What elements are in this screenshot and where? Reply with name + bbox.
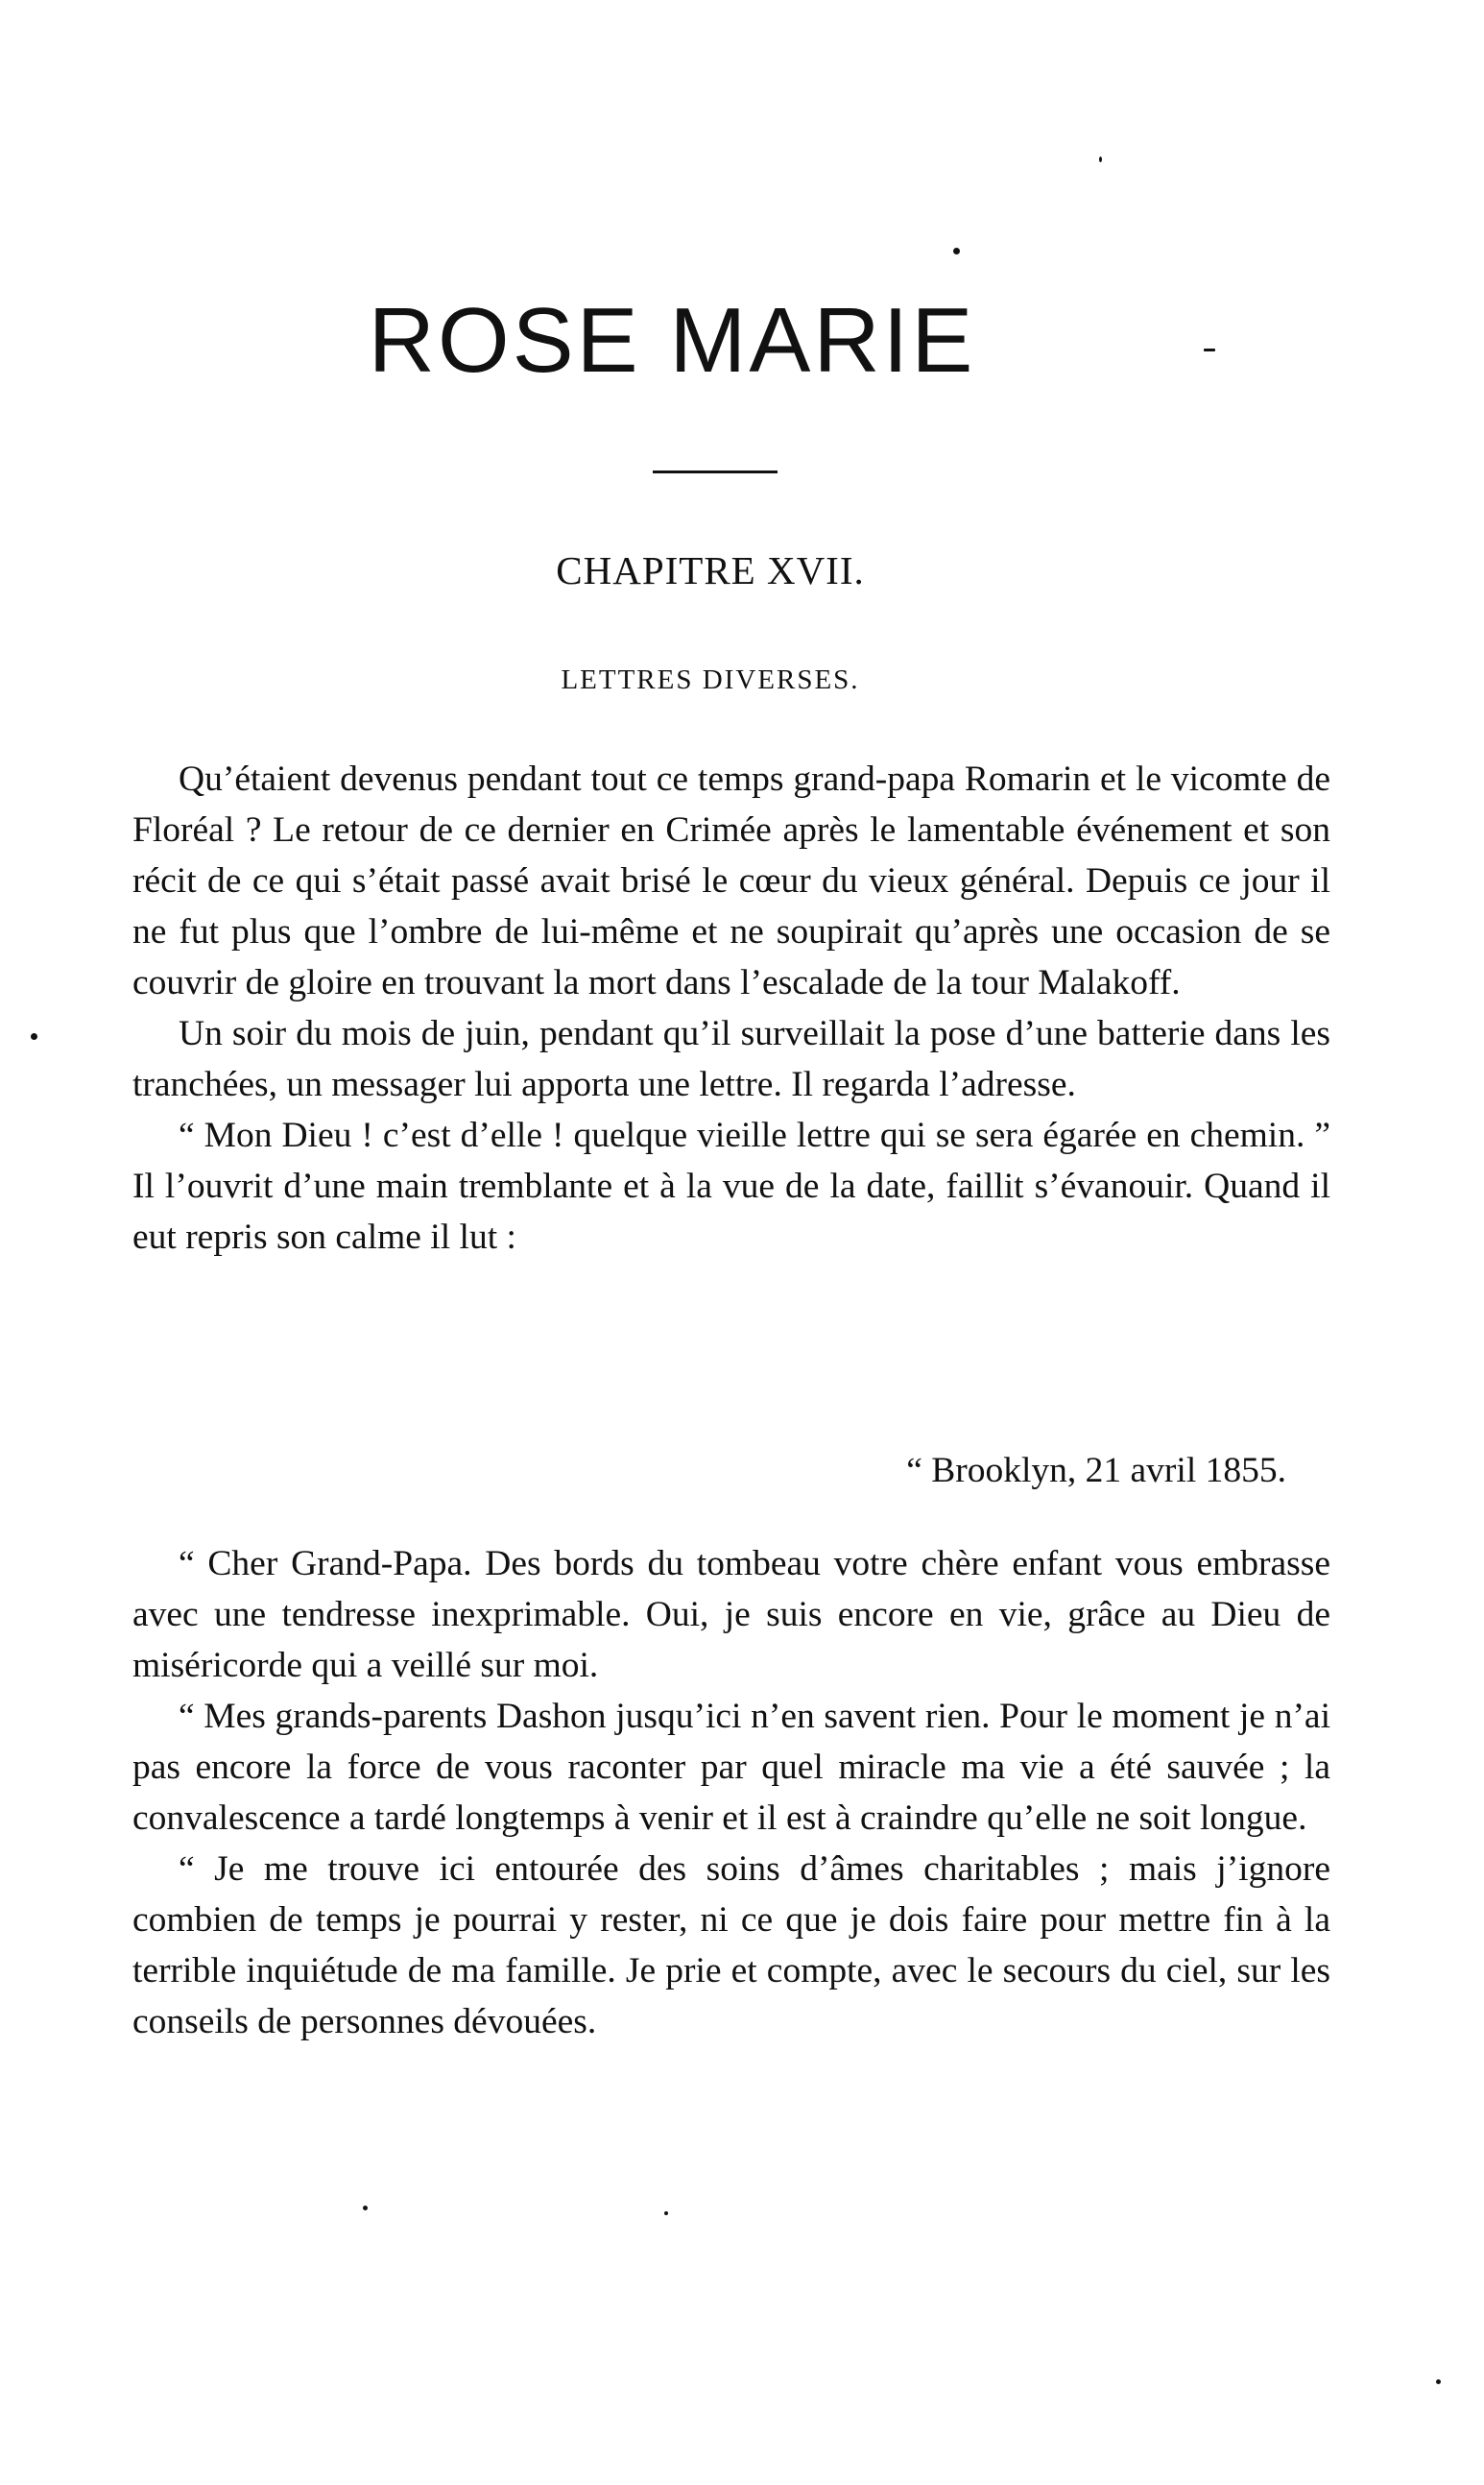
- paragraph: Qu’étaient devenus pendant tout ce temps grand-papa Romarin et le vicomte de Floréal ? Le retour de ce dernier en Crimée après le lamentable événement et son récit de ce qui s’était passé avait brisé le cœur du vieux général. Depuis ce jour il ne fut plus que l’ombre de lui-même et ne soupirait qu’après une occasion de se couvrir de gloire en trouvant la mort dans l’escalade de la tour Malakoff.: [132, 760, 1330, 1002]
- title-rule: [653, 470, 778, 473]
- chapter-heading: CHAPITRE XVII.: [556, 548, 865, 592]
- letter-paragraph: “ Cher Grand-Papa. Des bords du tombeau votre chère enfant vous embrasse avec une tendresse inexprimable. Oui, je suis encore en vie, grâce au Dieu de miséricorde qui a veillé sur moi.: [132, 1544, 1330, 1685]
- paragraph: “ Mon Dieu ! c’est d’elle ! quelque vieille lettre qui se sera égarée en chemin. ” Il l’ouvrit d’une main tremblante et à la vue de la date, faillit s’évanouir. Quand il eut repris son calme il lut :: [132, 1116, 1330, 1257]
- scan-speck: [953, 248, 960, 254]
- letter-paragraph: “ Je me trouve ici entourée des soins d’âmes charitables ; mais j’ignore combien de temps je pourrai y rester, ni ce que je dois faire pour mettre fin à la terrible inquiétude de ma famille. Je prie et compte, avec le secours du ciel, sur les conseils de personnes dévouées.: [132, 1849, 1330, 2041]
- letter-paragraph: “ Mes grands-parents Dashon jusqu’ici n’en savent rien. Pour le moment je n’ai pas encore la force de vous raconter par quel miracle ma vie a été sauvée ; la convalescence a tardé longtemps à venir et il est à craindre qu’elle ne soit longue.: [132, 1697, 1330, 1838]
- paragraph: Un soir du mois de juin, pendant qu’il surveillait la pose d’une batterie dans les tranchées, un messager lui apporta une lettre. Il regarda l’adresse.: [132, 1014, 1330, 1104]
- scan-speck: [664, 2211, 668, 2215]
- scan-speck: [363, 2206, 368, 2210]
- scan-speck: [1204, 349, 1215, 351]
- scan-speck: [1436, 2379, 1441, 2384]
- scan-speck: [1099, 157, 1102, 162]
- chapter-subtitle: LETTRES DIVERSES.: [561, 664, 860, 695]
- letter-dateline: “ Brooklyn, 21 avril 1855.: [906, 1451, 1286, 1490]
- scan-speck: [31, 1033, 37, 1040]
- book-title: ROSE MARIE: [368, 289, 976, 392]
- narrative-block: [132, 754, 1330, 1263]
- letter-block: [132, 1538, 1330, 2047]
